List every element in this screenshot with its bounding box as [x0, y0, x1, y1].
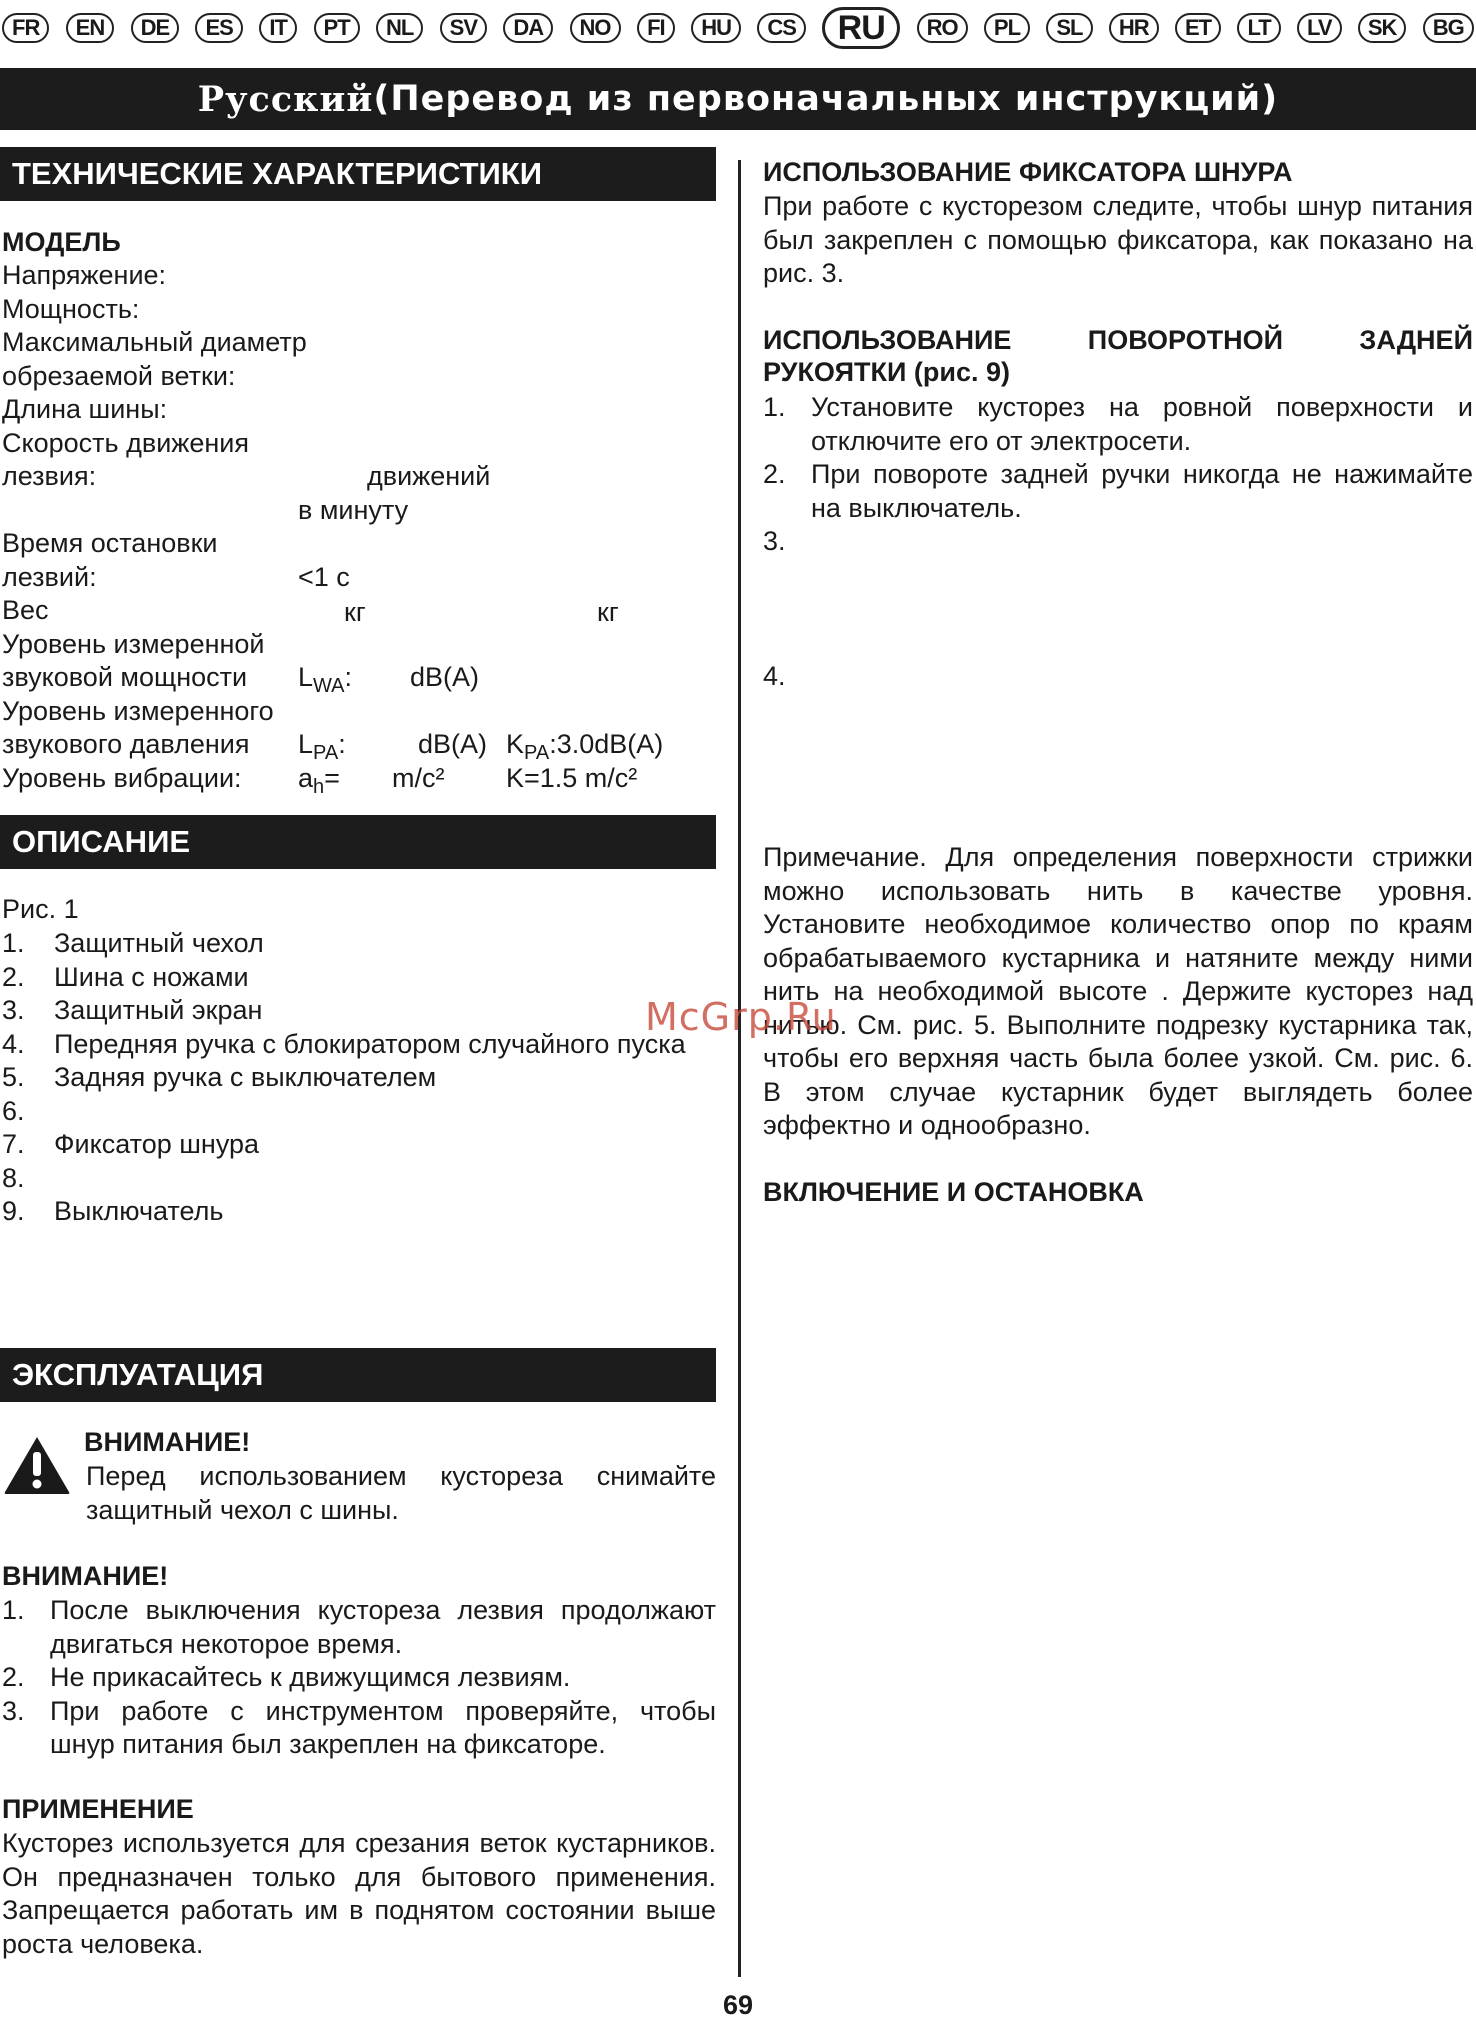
language-tab-da[interactable]: DA [503, 13, 553, 43]
specs-ah: $a_h=$ [298, 763, 340, 798]
language-tab-pt[interactable]: PT [314, 13, 360, 43]
description-list [2, 927, 718, 1229]
specs-speed-unit-2: в минуту [298, 495, 409, 525]
operation-heading: ЭКСПЛУАТАЦИЯ [0, 1348, 716, 1402]
specs-weight-unit-1: кг [344, 597, 366, 627]
warning2-item-text: При работе с инструментом проверяйте, чтобы шнур питания был закреплен на фиксаторе. [50, 1695, 716, 1759]
specs-lwa: $L_{WA}$: [298, 662, 353, 697]
language-bar [2, 8, 1474, 48]
page-number: 69 [722, 1990, 754, 2020]
language-tab-hu[interactable]: HU [691, 13, 741, 43]
specs-pressure-2: звукового давления [2, 729, 250, 759]
description-item-text: Выключатель [54, 1196, 224, 1226]
language-tab-lv[interactable]: LV [1297, 13, 1341, 43]
description-item-text [54, 1095, 718, 1129]
language-tab-no[interactable]: NO [570, 13, 621, 43]
specs-stop-1: Время остановки [2, 528, 218, 558]
specs-bar-length: Длина шины: [2, 394, 168, 424]
handle-item-text: При повороте задней ручки никогда не нажимайте на выключатель. [811, 459, 1473, 523]
language-tab-ro[interactable]: RO [917, 13, 968, 43]
description-item [2, 1061, 718, 1095]
description-item-number: 4. [2, 1028, 25, 1059]
warning2-item-number: 3. [2, 1695, 25, 1726]
specs-lpa-unit: dB(A) [418, 729, 488, 759]
title-subtitle: (Перевод из первоначальных инструкций) [373, 79, 1279, 119]
warning2-item-number: 2. [2, 1662, 25, 1692]
specs-k-value: K=1.5 m/c² [506, 763, 638, 793]
specs-voltage: Напряжение: [2, 260, 167, 290]
specs-stop-value: <1 с [298, 562, 350, 592]
specs-heading: ТЕХНИЧЕСКИЕ ХАРАКТЕРИСТИКИ [0, 147, 716, 201]
title-language: Русский [197, 78, 374, 120]
description-heading: ОПИСАНИЕ [0, 815, 716, 869]
specs-speed-2: лезвия: [2, 461, 97, 491]
language-tab-de[interactable]: DE [131, 13, 180, 43]
specs-speed-unit-1: движений [367, 461, 491, 491]
description-item-text: Задняя ручка с выключателем [54, 1062, 437, 1092]
description-item [2, 1195, 718, 1229]
description-item-number: 5. [2, 1062, 25, 1092]
note-text: Примечание. Для определения поверхности стрижки можно использовать нить в качестве уровня. Установите необходимое количество опор по краям обрабатываемого кустарника и натяните между ними нить на необходимой высоте . Держите кусторез над нитью. См. рис. 5. Выполните подрезку кустарника так, чтобы его верхняя часть была более узкой. См. рис. 6. В этом случае кустарник будет выглядеть более эффектно и однообразно. [763, 842, 1473, 1140]
handle-item [763, 458, 1473, 525]
handle-title-word: ЗАДНЕЙ [1359, 325, 1473, 355]
page-title [0, 68, 1476, 130]
specs-model: МОДЕЛЬ [2, 227, 121, 257]
language-tab-bg[interactable]: BG [1423, 13, 1474, 43]
language-tab-hr[interactable]: HR [1109, 13, 1159, 43]
description-item [2, 1028, 718, 1062]
specs-speed-1: Скорость движения [2, 428, 249, 458]
description-item-number: 7. [2, 1129, 25, 1159]
language-tab-sk[interactable]: SK [1358, 13, 1407, 43]
warning2-title: ВНИМАНИЕ! [2, 1561, 169, 1591]
description-item-number: 3. [2, 995, 25, 1025]
language-tab-es[interactable]: ES [195, 13, 242, 43]
description-item-number: 6. [2, 1095, 25, 1126]
warning2-item [2, 1594, 716, 1661]
specs-lwa-unit: dB(A) [410, 662, 480, 692]
description-item-text: Фиксатор шнура [54, 1129, 260, 1159]
warning2-item-text: После выключения кустореза лезвия продолжают двигаться некоторое время. [50, 1595, 716, 1659]
application-text: Кусторез используется для срезания веток кустарников. Он предназначен только для бытового применения. Запрещается работать им в поднятом состоянии выше роста человека. [2, 1828, 716, 1959]
description-item [2, 994, 718, 1028]
description-item [2, 1095, 718, 1129]
language-tab-it[interactable]: IT [259, 13, 297, 43]
handle-item-number: 3. [763, 526, 786, 556]
language-tab-sv[interactable]: SV [440, 13, 487, 43]
handle-list [763, 391, 1473, 559]
onoff-title: ВКЛЮЧЕНИЕ И ОСТАНОВКА [763, 1177, 1144, 1207]
specs-power-level-1: Уровень измеренной [2, 629, 265, 659]
specs-power: Мощность: [2, 294, 140, 324]
warning-title: ВНИМАНИЕ! [84, 1427, 251, 1457]
specs-max-diameter-2: обрезаемой ветки: [2, 361, 236, 391]
application-title: ПРИМЕНЕНИЕ [2, 1794, 194, 1824]
specs-power-level-2: звуковой мощности [2, 662, 248, 692]
language-tab-pl[interactable]: PL [984, 13, 1030, 43]
description-figure-ref: Рис. 1 [2, 894, 79, 924]
specs-pressure-1: Уровень измеренного [2, 696, 274, 726]
specs-lpa: $L_{PA}$: [298, 729, 346, 764]
warning-triangle-icon [2, 1434, 72, 1496]
description-item-text [54, 1162, 718, 1196]
handle-title-word: ИСПОЛЬЗОВАНИЕ [763, 325, 1012, 355]
warning-text: Перед использованием кустореза снимайте защитный чехол с шины. [86, 1461, 716, 1525]
column-divider [738, 160, 741, 1977]
warning2-item [2, 1695, 716, 1762]
handle-item-4: 4. [763, 661, 786, 691]
warning2-item [2, 1661, 716, 1695]
specs-ah-unit: m/c² [392, 763, 445, 793]
cord-text: При работе с кусторезом следите, чтобы шнур питания был закреплен с помощью фиксатора, как показано на рис. 3. [763, 191, 1473, 288]
language-tab-nl[interactable]: NL [376, 13, 423, 43]
specs-vibration: Уровень вибрации: [2, 763, 242, 793]
description-item-number: 1. [2, 928, 25, 958]
specs-weight-unit-2: кг [597, 597, 619, 627]
handle-item-number: 1. [763, 392, 786, 422]
handle-item-text: Установите кусторез на ровной поверхности и отключите его от электросети. [811, 392, 1473, 456]
handle-item [763, 391, 1473, 458]
description-item-text: Защитный экран [54, 995, 263, 1025]
language-tab-et[interactable]: ET [1175, 13, 1221, 43]
language-tab-lt[interactable]: LT [1237, 13, 1280, 43]
description-item [2, 961, 718, 995]
warning2-item-number: 1. [2, 1595, 25, 1625]
handle-title-word: ПОВОРОТНОЙ [1087, 325, 1284, 355]
language-tab-en[interactable]: EN [66, 13, 115, 43]
handle-item-text [811, 525, 1473, 559]
description-item [2, 1162, 718, 1196]
specs-kpa: $K_{PA}:3.0dB(A)$ [506, 729, 664, 764]
cord-title: ИСПОЛЬЗОВАНИЕ ФИКСАТОРА ШНУРА [763, 157, 1293, 187]
description-item-text: Защитный чехол [54, 928, 264, 958]
watermark: McGrp.Ru [645, 995, 837, 1039]
handle-title-line-2: РУКОЯТКИ (рис. 9) [763, 357, 1010, 387]
handle-item-number: 2. [763, 459, 786, 489]
description-item-text: Передняя ручка с блокиратором случайного пуска [54, 1028, 686, 1059]
language-tab-sl[interactable]: SL [1046, 13, 1092, 43]
description-item-number: 8. [2, 1162, 25, 1193]
description-item [2, 1128, 718, 1162]
handle-title-line-1 [763, 324, 1473, 358]
handle-item [763, 525, 1473, 559]
description-item [2, 927, 718, 961]
description-item-text: Шина с ножами [54, 961, 249, 992]
language-tab-fi[interactable]: FI [637, 13, 675, 43]
specs-max-diameter-1: Максимальный диаметр [2, 327, 307, 357]
description-item-number: 9. [2, 1196, 25, 1226]
specs-weight: Вес [2, 595, 49, 625]
language-tab-ru[interactable]: RU [822, 7, 900, 49]
language-tab-fr[interactable]: FR [2, 13, 49, 43]
warning2-item-text: Не прикасайтесь к движущимся лезвиям. [50, 1662, 571, 1692]
warning2-list [2, 1594, 716, 1762]
language-tab-cs[interactable]: CS [757, 13, 806, 43]
description-item-number: 2. [2, 961, 25, 992]
specs-stop-2: лезвий: [2, 562, 97, 592]
